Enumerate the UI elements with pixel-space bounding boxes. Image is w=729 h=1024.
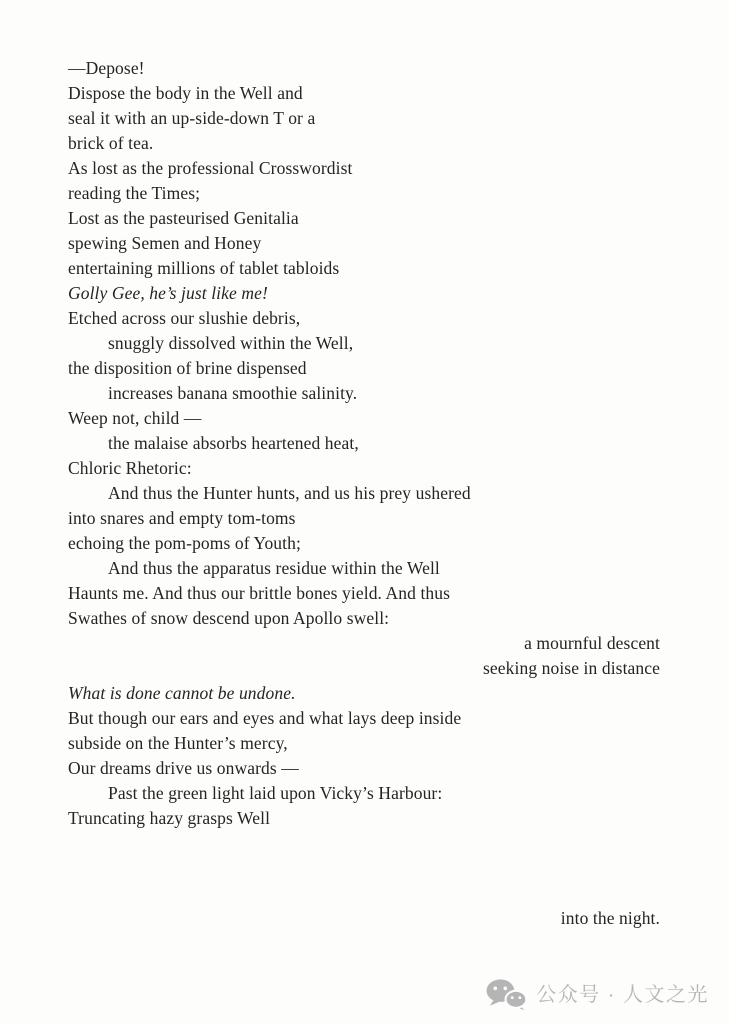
poem-line: Dispose the body in the Well and [68, 83, 303, 103]
poem-line: And thus the apparatus residue within the Well [108, 558, 440, 578]
watermark-label: 公众号 · 人文之光 [536, 984, 709, 1006]
poem-line: a mournful descent [524, 633, 660, 653]
poem-blank-line [68, 856, 660, 881]
poem-line: Weep not, child — [68, 408, 202, 428]
poem-line: reading the Times; [68, 183, 201, 203]
poem-line: snuggly dissolved within the Well, [108, 333, 354, 353]
poem-line: seeking noise in distance [483, 658, 660, 678]
poem-line: What is done cannot be undone. [68, 683, 296, 703]
poem-line: Golly Gee, he’s just like me! [68, 283, 268, 303]
poem-line: increases banana smoothie salinity. [108, 383, 358, 403]
poem-line: spewing Semen and Honey [68, 233, 262, 253]
poem-text [68, 56, 660, 931]
poem-line: into snares and empty tom-toms [68, 508, 296, 528]
poem-line: seal it with an up-side-down T or a [68, 108, 316, 128]
poem-line: the disposition of brine dispensed [68, 358, 307, 378]
poem-line: subside on the Hunter’s mercy, [68, 733, 288, 753]
poem-line: Past the green light laid upon Vicky’s Harbour: [108, 783, 443, 803]
poem-line: Swathes of snow descend upon Apollo swell: [68, 608, 390, 628]
poem-line: the malaise absorbs heartened heat, [108, 433, 359, 453]
wechat-watermark [485, 979, 709, 1011]
poem-line: entertaining millions of tablet tabloids [68, 258, 340, 278]
poem-line: But though our ears and eyes and what lays deep inside [68, 708, 462, 728]
poem-line: And thus the Hunter hunts, and us his prey ushered [108, 483, 471, 503]
poem-line: into the night. [560, 908, 660, 928]
poem-line: Lost as the pasteurised Genitalia [68, 208, 299, 228]
poem-line: brick of tea. [68, 133, 154, 153]
poem-line: As lost as the professional Crosswordist [68, 158, 353, 178]
poem-line: echoing the pom-poms of Youth; [68, 533, 301, 553]
poem-line: Chloric Rhetoric: [68, 458, 192, 478]
poem-line: —Depose! [68, 58, 145, 78]
poem-blank-line [68, 881, 660, 906]
wechat-icon [485, 979, 527, 1011]
poem-blank-line [68, 831, 660, 856]
poem-line: Etched across our slushie debris, [68, 308, 301, 328]
poem-line: Haunts me. And thus our brittle bones yield. And thus [68, 583, 451, 603]
poem-line: Our dreams drive us onwards — [68, 758, 299, 778]
poem-line: Truncating hazy grasps Well [68, 808, 271, 828]
